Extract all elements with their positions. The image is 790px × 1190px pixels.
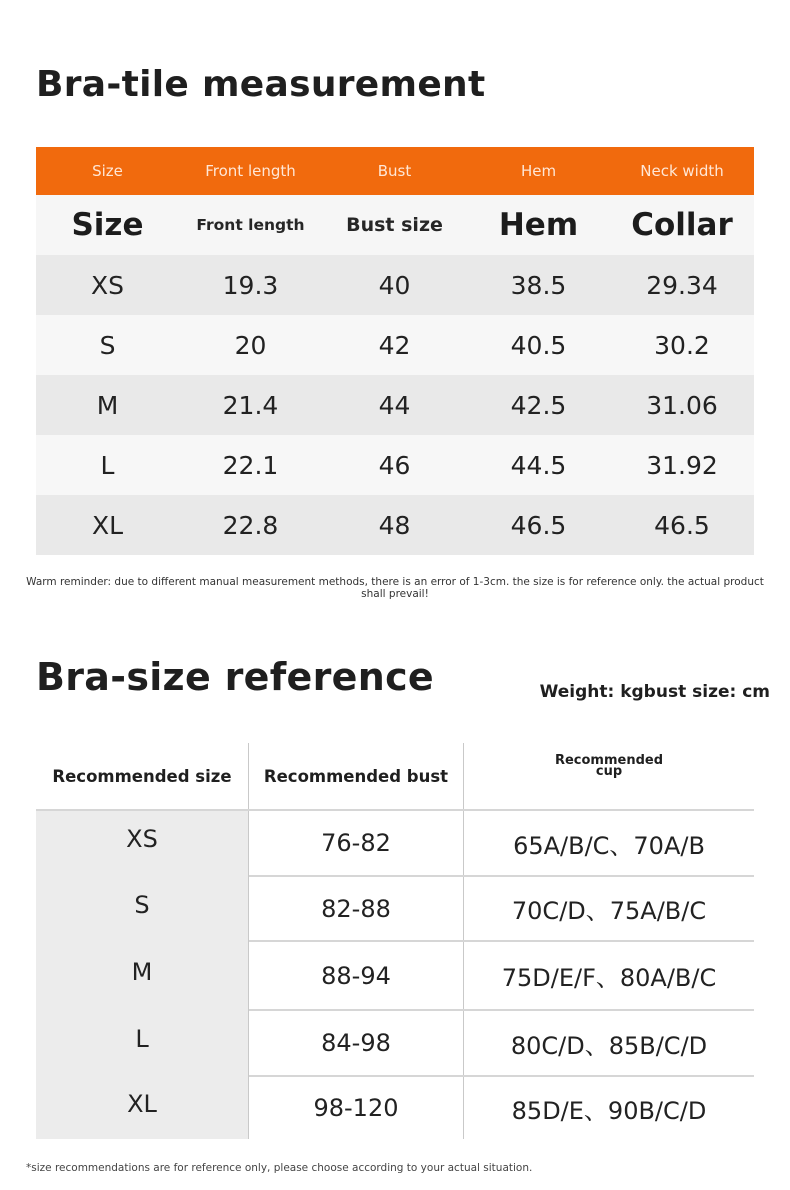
size-cell: XL [91, 510, 124, 540]
size-cell: M [131, 957, 153, 986]
front-length-cell: 21.4 [222, 390, 279, 420]
size-cell: S [134, 890, 150, 919]
size-cell: XS [126, 825, 158, 853]
measurement-header-row [36, 147, 754, 195]
measurement-label-row [36, 195, 754, 255]
label-bust-size: Bust size [346, 214, 443, 236]
header-recommended-size: Recommended size [52, 767, 232, 786]
bust-cell: 40 [378, 270, 411, 300]
cup-cell: 75D/E/F、80A/B/C [501, 964, 717, 992]
hem-cell: 38.5 [510, 270, 567, 300]
header-small-neck-width: Neck width [640, 162, 724, 180]
label-collar: Collar [631, 207, 733, 243]
collar-cell: 46.5 [654, 510, 710, 540]
collar-cell: 30.2 [654, 330, 710, 360]
measurement-title: Bra-tile measurement [36, 64, 486, 105]
size-cell: S [99, 330, 116, 360]
size-cell: M [96, 390, 119, 420]
measurement-table [36, 147, 754, 555]
table-row [36, 375, 754, 435]
cup-cell: 80C/D、85B/C/D [510, 1031, 708, 1060]
bust-cell: 76-82 [321, 829, 391, 857]
collar-cell: 31.92 [646, 450, 718, 480]
bust-cell: 82-88 [321, 894, 391, 923]
label-hem: Hem [498, 207, 579, 243]
front-length-cell: 22.1 [222, 450, 279, 480]
bust-cell: 42 [378, 330, 411, 360]
bust-cell: 84-98 [321, 1029, 391, 1057]
front-length-cell: 22.8 [222, 510, 279, 540]
size-cell: XL [127, 1090, 157, 1118]
size-cell: L [100, 450, 115, 480]
header-recommended-cup [464, 743, 754, 810]
bust-cell: 98-120 [313, 1094, 399, 1122]
label-size: Size [71, 207, 144, 243]
warm-reminder: Warm reminder: due to different manual measurement methods, there is an error of 1-3cm. the size is for reference only. the actual product shall prevail! [26, 576, 764, 600]
table-row [36, 255, 754, 315]
bust-cell: 46 [378, 450, 411, 480]
front-length-cell: 20 [234, 330, 267, 360]
front-length-cell: 19.3 [222, 270, 279, 300]
table-row [36, 435, 754, 495]
header-recommended-bust: Recommended bust [263, 767, 449, 786]
collar-cell: 29.34 [646, 270, 718, 300]
header-small-hem: Hem [520, 162, 557, 180]
hem-cell: 46.5 [510, 510, 567, 540]
size-cell: XS [91, 270, 124, 300]
unit-note: Weight: kgbust size: cm [539, 682, 770, 702]
table-row [36, 315, 754, 375]
table-row [36, 495, 754, 555]
size-cell: L [135, 1025, 149, 1053]
size-reference-table [36, 743, 754, 1139]
bust-cell: 88-94 [321, 961, 391, 990]
cup-cell: 85D/E、90B/C/D [511, 1096, 707, 1125]
header-small-front-length: Front length [205, 162, 296, 180]
size-reference-title: Bra-size reference [36, 655, 434, 699]
header-recommended-cup-text: Recommended cup [554, 752, 664, 779]
hem-cell: 42.5 [510, 390, 567, 420]
collar-cell: 31.06 [646, 390, 718, 420]
header-small-bust: Bust [377, 162, 412, 180]
cup-cell: 70C/D、75A/B/C [511, 897, 707, 925]
header-small-size: Size [92, 162, 123, 180]
bust-cell: 48 [378, 510, 411, 540]
hem-cell: 44.5 [510, 450, 567, 480]
bust-cell: 44 [378, 390, 411, 420]
label-front-length: Front length [196, 216, 305, 234]
hem-cell: 40.5 [510, 330, 567, 360]
cup-cell: 65A/B/C、70A/B [513, 831, 705, 860]
footnote: *size recommendations are for reference only, please choose according to your actual situation. [26, 1162, 533, 1174]
